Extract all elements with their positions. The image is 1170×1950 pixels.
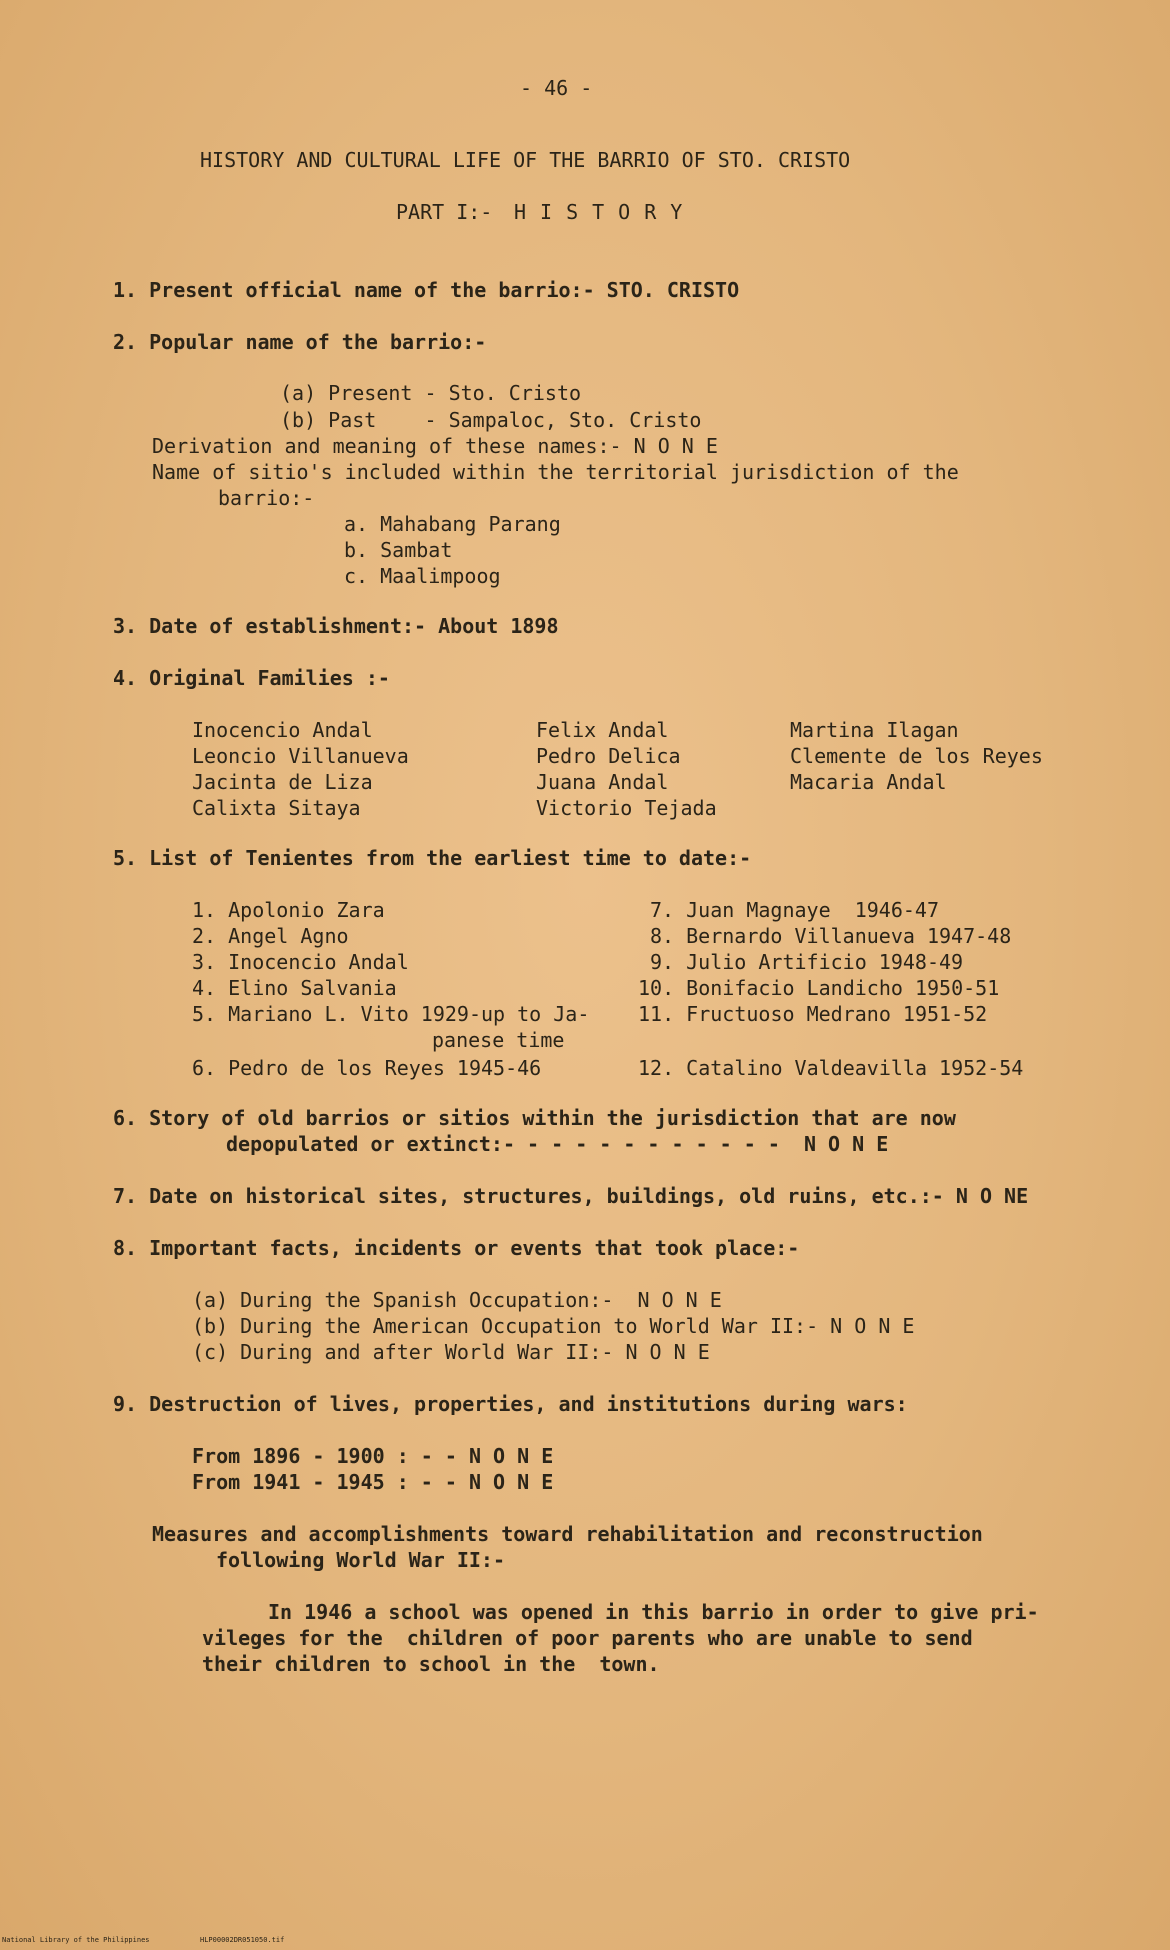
family-name: Pedro Delica xyxy=(536,744,681,768)
teniente-item: 12. Catalino Valdeavilla 1952-54 xyxy=(638,1056,1024,1080)
page-number: - 46 - xyxy=(520,76,593,100)
part-name: HISTORY xyxy=(514,200,697,224)
question-7: 7. Date on historical sites, structures, buildings, old ruins, etc.:- N O NE xyxy=(113,1184,1029,1208)
paragraph-line: their children to school in the town. xyxy=(202,1652,660,1676)
teniente-item: 1. Apolonio Zara xyxy=(192,898,385,922)
q2-sitios-line2: barrio:- xyxy=(218,486,315,510)
teniente-item: 7. Juan Magnaye 1946-47 xyxy=(650,898,939,922)
teniente-item-continuation: panese time xyxy=(432,1028,565,1052)
family-name: Jacinta de Liza xyxy=(192,770,373,794)
teniente-item: 3. Inocencio Andal xyxy=(192,950,409,974)
teniente-item: 6. Pedro de los Reyes 1945-46 xyxy=(192,1056,542,1080)
family-name: Clemente de los Reyes xyxy=(790,744,1043,768)
q9-period-1941: From 1941 - 1945 : - - N O N E xyxy=(192,1470,554,1494)
question-3: 3. Date of establishment:- About 1898 xyxy=(113,614,559,638)
q2-present: (a) Present - Sto. Cristo xyxy=(280,381,582,405)
q8-item-b: (b) During the American Occupation to World War II:- N O N E xyxy=(192,1314,915,1338)
teniente-item: 9. Julio Artificio 1948-49 xyxy=(650,950,964,974)
q2-past: (b) Past - Sampaloc, Sto. Cristo xyxy=(280,408,702,432)
family-name: Macaria Andal xyxy=(790,770,947,794)
document-title: HISTORY AND CULTURAL LIFE OF THE BARRIO OF STO. CRISTO xyxy=(200,148,851,172)
family-name: Calixta Sitaya xyxy=(192,796,361,820)
paragraph-line: In 1946 a school was opened in this barrio in order to give pri- xyxy=(268,1600,1039,1624)
part-label: PART I:- xyxy=(396,200,493,224)
question-2: 2. Popular name of the barrio:- xyxy=(113,330,487,354)
sitio-item: b. Sambat xyxy=(344,538,453,562)
family-name: Leoncio Villanueva xyxy=(192,744,409,768)
question-8: 8. Important facts, incidents or events that took place:- xyxy=(113,1236,800,1260)
teniente-item: 11. Fructuoso Medrano 1951-52 xyxy=(638,1002,988,1026)
q8-item-c: (c) During and after World War II:- N O N E xyxy=(192,1340,710,1364)
footer-source: National Library of the Philippines xyxy=(2,1936,150,1944)
family-name: Juana Andal xyxy=(536,770,669,794)
teniente-item: 5. Mariano L. Vito 1929-up to Ja- xyxy=(192,1002,590,1026)
sitio-item: a. Mahabang Parang xyxy=(344,512,561,536)
teniente-item: 10. Bonifacio Landicho 1950-51 xyxy=(638,976,1000,1000)
measures-line1: Measures and accomplishments toward rehabilitation and reconstruction xyxy=(152,1522,983,1546)
question-4: 4. Original Families :- xyxy=(113,666,390,690)
sitio-item: c. Maalimpoog xyxy=(344,564,501,588)
question-5: 5. List of Tenientes from the earliest time to date:- xyxy=(113,846,752,870)
measures-line2: following World War II:- xyxy=(216,1548,505,1572)
family-name: Felix Andal xyxy=(536,718,669,742)
q2-derivation: Derivation and meaning of these names:- N O N E xyxy=(152,434,718,458)
q8-item-a: (a) During the Spanish Occupation:- N O N E xyxy=(192,1288,722,1312)
family-name: Inocencio Andal xyxy=(192,718,373,742)
teniente-item: 4. Elino Salvania xyxy=(192,976,397,1000)
family-name: Martina Ilagan xyxy=(790,718,959,742)
q9-period-1896: From 1896 - 1900 : - - N O N E xyxy=(192,1444,554,1468)
question-6-line2: depopulated or extinct:- - - - - - - - - - - - N O N E xyxy=(226,1132,889,1156)
paragraph-line: vileges for the children of poor parents who are unable to send xyxy=(202,1626,973,1650)
question-1: 1. Present official name of the barrio:- STO. CRISTO xyxy=(113,278,740,302)
teniente-item: 8. Bernardo Villanueva 1947-48 xyxy=(650,924,1012,948)
question-9: 9. Destruction of lives, properties, and institutions during wars: xyxy=(113,1392,908,1416)
footer-filename: HLP00002DR051050.tif xyxy=(200,1936,285,1944)
q2-sitios-line1: Name of sitio's included within the territorial jurisdiction of the xyxy=(152,460,959,484)
teniente-item: 2. Angel Agno xyxy=(192,924,349,948)
question-6-line1: 6. Story of old barrios or sitios within the jurisdiction that are now xyxy=(113,1106,956,1130)
family-name: Victorio Tejada xyxy=(536,796,717,820)
